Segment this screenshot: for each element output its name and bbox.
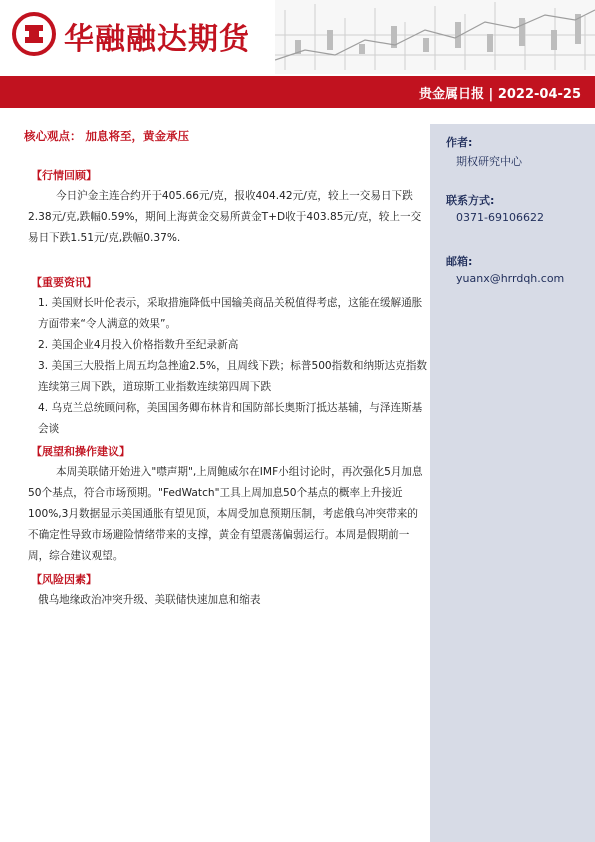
email-label: 邮箱: <box>446 255 473 268</box>
news-item: 3. 美国三大股指上周五均急挫逾2.5%，且周线下跌；标普500指数和纳斯达克指数连续第三周下跌，道琼斯工业指数连续第四周下跌 <box>38 360 428 393</box>
author-label: 作者: <box>446 136 473 149</box>
info-sidebar <box>430 124 595 842</box>
outlook-text: 本周美联储开始进入"噤声期",上周鲍威尔在IMF小组讨论时，再次强化5月加息50个基点，符合市场预期。"FedWatch"工具上周加息50个基点的概率上升接近100%,3月数据显示美国通胀有望见顶，本周受加息预期压制，考虑俄乌冲突带来的不确定性导致市场避险情绪带来的支撑，黄金有望震荡偏弱运行。本周是假期前一周，综合建议观望。 <box>28 466 423 562</box>
contact-label: 联系方式: <box>446 194 495 207</box>
risk-text: 俄乌地缘政治冲突升级、美联储快速加息和缩表 <box>38 594 261 606</box>
news-item: 1. 美国财长叶伦表示，采取措施降低中国输美商品关税值得考虑，这能在缓解通胀方面带来“令人满意的效果”。 <box>38 297 423 330</box>
report-title: 贵金属日报 | 2022-04-25 <box>419 87 581 102</box>
market-review-text: 今日沪金主连合约开于405.66元/克，报收404.42元/克，较上一交易日下跌2.38元/克,跌幅0.59%，期间上海黄金交易所黄金T+D收于403.85元/克，较上一交易日下跌1.51元/克,跌幅0.37%. <box>28 190 422 244</box>
news-heading: 【重要资讯】 <box>31 276 97 289</box>
outlook-heading: 【展望和操作建议】 <box>31 445 130 458</box>
header-decoration <box>275 0 595 74</box>
email-value: yuanx@hrrdqh.com <box>456 272 565 285</box>
author-value: 期权研究中心 <box>456 155 522 168</box>
contact-value: 0371-69106622 <box>456 211 544 224</box>
news-item: 4. 乌克兰总统顾问称，美国国务卿布林肯和国防部长奥斯汀抵达基辅，与泽连斯基会谈 <box>38 402 423 435</box>
brand-name: 华融融达期货 <box>64 22 250 57</box>
company-logo-icon <box>12 12 56 56</box>
market-review-heading: 【行情回顾】 <box>31 169 97 182</box>
news-item: 2. 美国企业4月投入价格指数升至纪录新高 <box>38 339 239 351</box>
core-view: 核心观点： 加息将至，黄金承压 <box>24 129 190 143</box>
risk-heading: 【风险因素】 <box>31 573 97 586</box>
page-header <box>0 0 595 74</box>
